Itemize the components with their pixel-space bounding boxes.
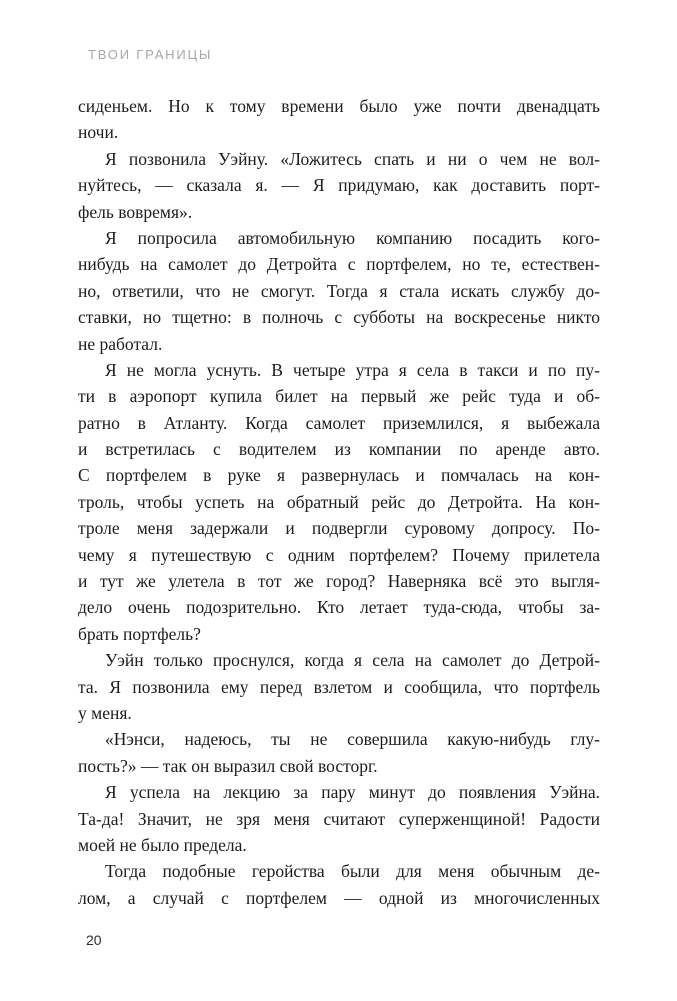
text-line: и тут же улетела в тот же город? Наверняка всё это выгля-	[78, 571, 600, 592]
text-line: фель вовремя».	[78, 201, 193, 222]
text-line: ставки, но тщетно: в полночь с субботы на воскресенье никто	[78, 307, 600, 328]
page-number: 20	[86, 932, 102, 948]
text-line: пость?» — так он выразил свой восторг.	[78, 755, 378, 776]
text-line: Я попросила автомобильную компанию посадить кого-	[105, 227, 600, 248]
text-line: Та-да! Значит, не зря меня считают суперженщиной! Радости	[78, 808, 600, 829]
text-line: ти в аэропорт купила билет на первый же рейс туда и об-	[78, 386, 600, 407]
text-line: дело очень подозрительно. Кто летает туда-сюда, чтобы за-	[78, 597, 600, 618]
text-line: Я не могла уснуть. В четыре утра я села в такси и по пу-	[105, 359, 600, 380]
text-line: «Нэнси, надеюсь, ты не совершила какую-нибудь глу-	[105, 729, 600, 750]
text-line: ратно в Атланту. Когда самолет приземлился, я выбежала	[78, 412, 600, 433]
page-text	[78, 93, 600, 911]
text-line: Тогда подобные геройства были для меня обычным де-	[105, 861, 600, 882]
text-line: не работал.	[78, 333, 163, 354]
text-line: но, ответили, что не смогут. Тогда я стала искать службу до-	[78, 280, 600, 301]
text-line: сиденьем. Но к тому времени было уже почти двенадцать	[78, 96, 600, 116]
text-line: брать портфель?	[78, 623, 201, 644]
running-title: ТВОИ ГРАНИЦЫ	[88, 47, 213, 62]
text-line: нуйтесь, — сказала я. — Я придумаю, как доставить порт-	[78, 175, 600, 196]
text-line: моей не было предела.	[78, 834, 247, 855]
text-line: та. Я позвонила ему перед взлетом и сообщила, что портфель	[78, 676, 600, 697]
text-line: троль, чтобы успеть на обратный рейс до Детройта. На кон-	[78, 491, 600, 512]
text-line: чему я путешествую с одним портфелем? Почему прилетела	[78, 544, 600, 565]
text-line: Я успела на лекцию за пару минут до появления Уэйна.	[105, 782, 600, 803]
text-line: троле меня задержали и подвергли суровому допросу. По-	[78, 518, 600, 539]
text-line: и встретилась с водителем из компании по аренде авто.	[78, 439, 600, 460]
text-line: Я позвонила Уэйну. «Ложитесь спать и ни о чем не вол-	[105, 148, 600, 169]
text-line: лом, а случай с портфелем — одной из многочисленных	[78, 887, 600, 908]
text-line: Уэйн только проснулся, когда я села на самолет до Детрой-	[105, 650, 600, 671]
text-line: у меня.	[78, 702, 132, 723]
text-line: С портфелем в руке я развернулась и помчалась на кон-	[78, 465, 600, 486]
text-line: нибудь на самолет до Детройта с портфелем, но те, естествен-	[78, 254, 600, 275]
text-line: ночи.	[78, 122, 119, 143]
